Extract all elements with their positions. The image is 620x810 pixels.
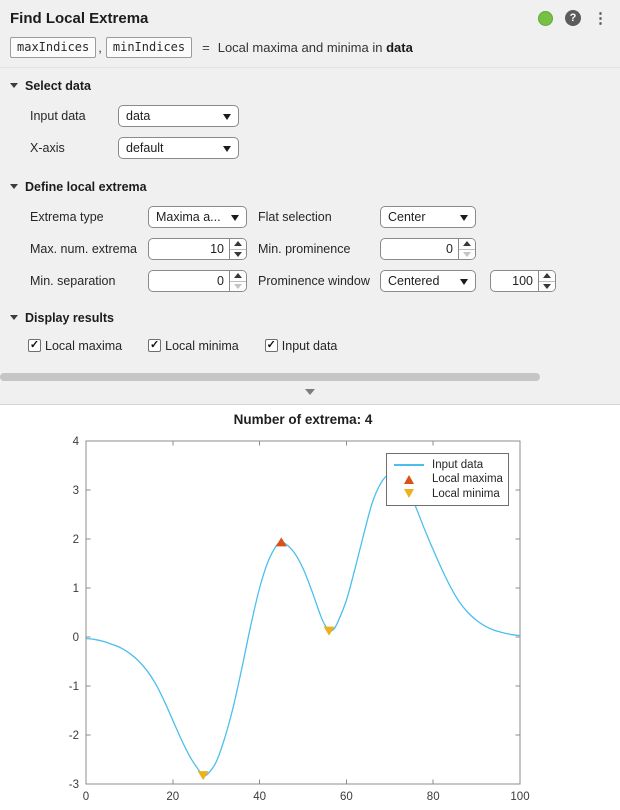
- section-title: Define local extrema: [25, 179, 147, 194]
- y-tick-label: 4: [72, 436, 79, 448]
- prominence-window-dropdown[interactable]: [380, 270, 476, 292]
- signature-data-var: data: [386, 39, 413, 55]
- checkbox-local-maxima[interactable]: [28, 339, 122, 353]
- y-tick-label: 0: [72, 632, 79, 644]
- x-tick-label: 20: [166, 791, 180, 803]
- chart-title: Number of extrema: 4: [233, 412, 373, 427]
- help-icon[interactable]: ?: [565, 10, 581, 26]
- legend-entry-input-data: [391, 458, 508, 472]
- header-divider: [0, 67, 620, 68]
- flat-selection-value: Center: [388, 210, 426, 224]
- x-tick-label: 60: [340, 791, 353, 803]
- checkbox-local-minima[interactable]: [148, 339, 239, 353]
- chevron-down-icon: [231, 215, 239, 221]
- arrow-down-icon: [234, 284, 242, 289]
- extrema-type-label: Extrema type: [30, 210, 104, 224]
- flat-selection-label: Flat selection: [258, 210, 332, 224]
- panel-collapse-button[interactable]: [0, 389, 620, 395]
- arrow-down-icon: [543, 284, 551, 289]
- checkbox-label: Local minima: [165, 338, 239, 353]
- y-tick-label: -1: [68, 681, 79, 693]
- min-prominence-value[interactable]: 0: [446, 242, 453, 256]
- max-num-extrema-spinner[interactable]: [148, 238, 247, 260]
- spinner-down-button[interactable]: [230, 250, 246, 260]
- legend-entry-local-minima: [391, 487, 508, 501]
- y-tick-label: 3: [72, 485, 79, 497]
- checkbox-checked-icon[interactable]: ✓: [266, 339, 276, 351]
- local-maxima-marker: [276, 537, 287, 546]
- legend-label: Local maxima: [432, 473, 503, 486]
- local-minima-marker: [324, 627, 335, 636]
- x-axis-label: X-axis: [30, 141, 65, 155]
- y-tick-label: -2: [68, 730, 79, 742]
- spinner-up-button[interactable]: [230, 239, 246, 250]
- min-separation-label: Min. separation: [30, 274, 116, 288]
- chart-legend: [386, 453, 509, 506]
- collapse-caret-icon: [10, 184, 18, 189]
- section-display-results[interactable]: [10, 310, 620, 325]
- arrow-up-icon: [543, 273, 551, 278]
- input-data-dropdown[interactable]: [118, 105, 239, 127]
- legend-maxima-marker: [404, 475, 414, 484]
- arrow-down-icon: [463, 252, 471, 257]
- section-select-data[interactable]: [10, 78, 620, 93]
- y-tick-label: 2: [72, 534, 79, 546]
- x-tick-label: 0: [82, 791, 90, 803]
- prominence-window-value: Centered: [388, 274, 440, 288]
- y-tick-label: 1: [72, 583, 79, 595]
- legend-minima-marker: [404, 489, 414, 498]
- min-separation-value[interactable]: 0: [217, 274, 224, 288]
- input-data-value: data: [126, 109, 151, 123]
- min-prominence-label: Min. prominence: [258, 242, 351, 256]
- spinner-up-button[interactable]: [539, 271, 555, 282]
- prominence-window-size-spinner[interactable]: [490, 270, 556, 292]
- output-variable-maxindices[interactable]: maxIndices: [10, 37, 96, 58]
- extrema-type-dropdown[interactable]: [148, 206, 247, 228]
- section-title: Display results: [25, 310, 114, 325]
- legend-label: Input data: [432, 459, 484, 472]
- task-header: [0, 8, 620, 28]
- spinner-up-button[interactable]: [459, 239, 475, 250]
- spinner-down-button[interactable]: [230, 282, 246, 292]
- local-minima-marker: [198, 771, 209, 780]
- checkbox-checked-icon[interactable]: ✓: [29, 339, 40, 351]
- arrow-down-icon: [234, 252, 242, 257]
- checkbox-label: Input data: [281, 338, 338, 353]
- arrow-up-icon: [234, 241, 242, 246]
- signature-equals: =: [202, 39, 210, 55]
- input-data-label: Input data: [30, 109, 86, 123]
- chevron-down-icon: [460, 279, 468, 285]
- spinner-down-button[interactable]: [539, 282, 555, 292]
- spinner-down-button[interactable]: [459, 250, 475, 260]
- x-axis-dropdown[interactable]: [118, 137, 239, 159]
- max-num-extrema-value[interactable]: 10: [210, 242, 224, 256]
- chevron-down-icon: [223, 114, 231, 120]
- chevron-down-icon: [460, 215, 468, 221]
- chevron-down-icon: [223, 146, 231, 152]
- x-axis-value: default: [126, 141, 164, 155]
- section-define-extrema[interactable]: [10, 179, 620, 194]
- x-tick-label: 80: [426, 791, 440, 803]
- arrow-up-icon: [234, 273, 242, 278]
- input-data-line: [86, 472, 520, 776]
- task-signature: [10, 36, 620, 58]
- min-prominence-spinner[interactable]: [380, 238, 476, 260]
- spinner-up-button[interactable]: [230, 271, 246, 282]
- plot-canvas: [0, 405, 620, 810]
- flat-selection-dropdown[interactable]: [380, 206, 476, 228]
- x-tick-label: 100: [510, 791, 530, 803]
- status-indicator-icon: [538, 11, 553, 26]
- collapse-arrow-icon: [305, 389, 315, 395]
- task-title: Find Local Extrema: [10, 9, 149, 27]
- overflow-menu-icon[interactable]: ⋮: [593, 9, 608, 27]
- signature-description: Local maxima and minima in data: [217, 39, 413, 55]
- arrow-up-icon: [463, 241, 471, 246]
- checkbox-checked-icon[interactable]: ✓: [150, 339, 160, 351]
- collapse-caret-icon: [10, 315, 18, 320]
- legend-line-sample: [394, 464, 424, 466]
- collapse-caret-icon: [10, 83, 18, 88]
- prominence-window-label: Prominence window: [258, 274, 370, 288]
- signature-comma: ,: [98, 39, 102, 55]
- legend-entry-local-maxima: [391, 472, 508, 486]
- max-num-extrema-label: Max. num. extrema: [30, 242, 137, 256]
- extrema-type-value: Maxima a...: [156, 210, 221, 224]
- checkbox-input-data[interactable]: [265, 339, 338, 353]
- min-separation-spinner[interactable]: [148, 270, 247, 292]
- x-tick-label: 40: [253, 791, 266, 803]
- checkbox-label: Local maxima: [45, 338, 123, 353]
- legend-label: Local minima: [432, 487, 500, 500]
- horizontal-scrollbar-thumb[interactable]: [0, 373, 540, 381]
- prominence-window-size-value[interactable]: 100: [512, 274, 533, 288]
- section-title: Select data: [25, 78, 92, 93]
- figure-output: [0, 405, 620, 810]
- output-variable-minindices[interactable]: minIndices: [106, 37, 192, 58]
- y-tick-label: -3: [68, 779, 79, 791]
